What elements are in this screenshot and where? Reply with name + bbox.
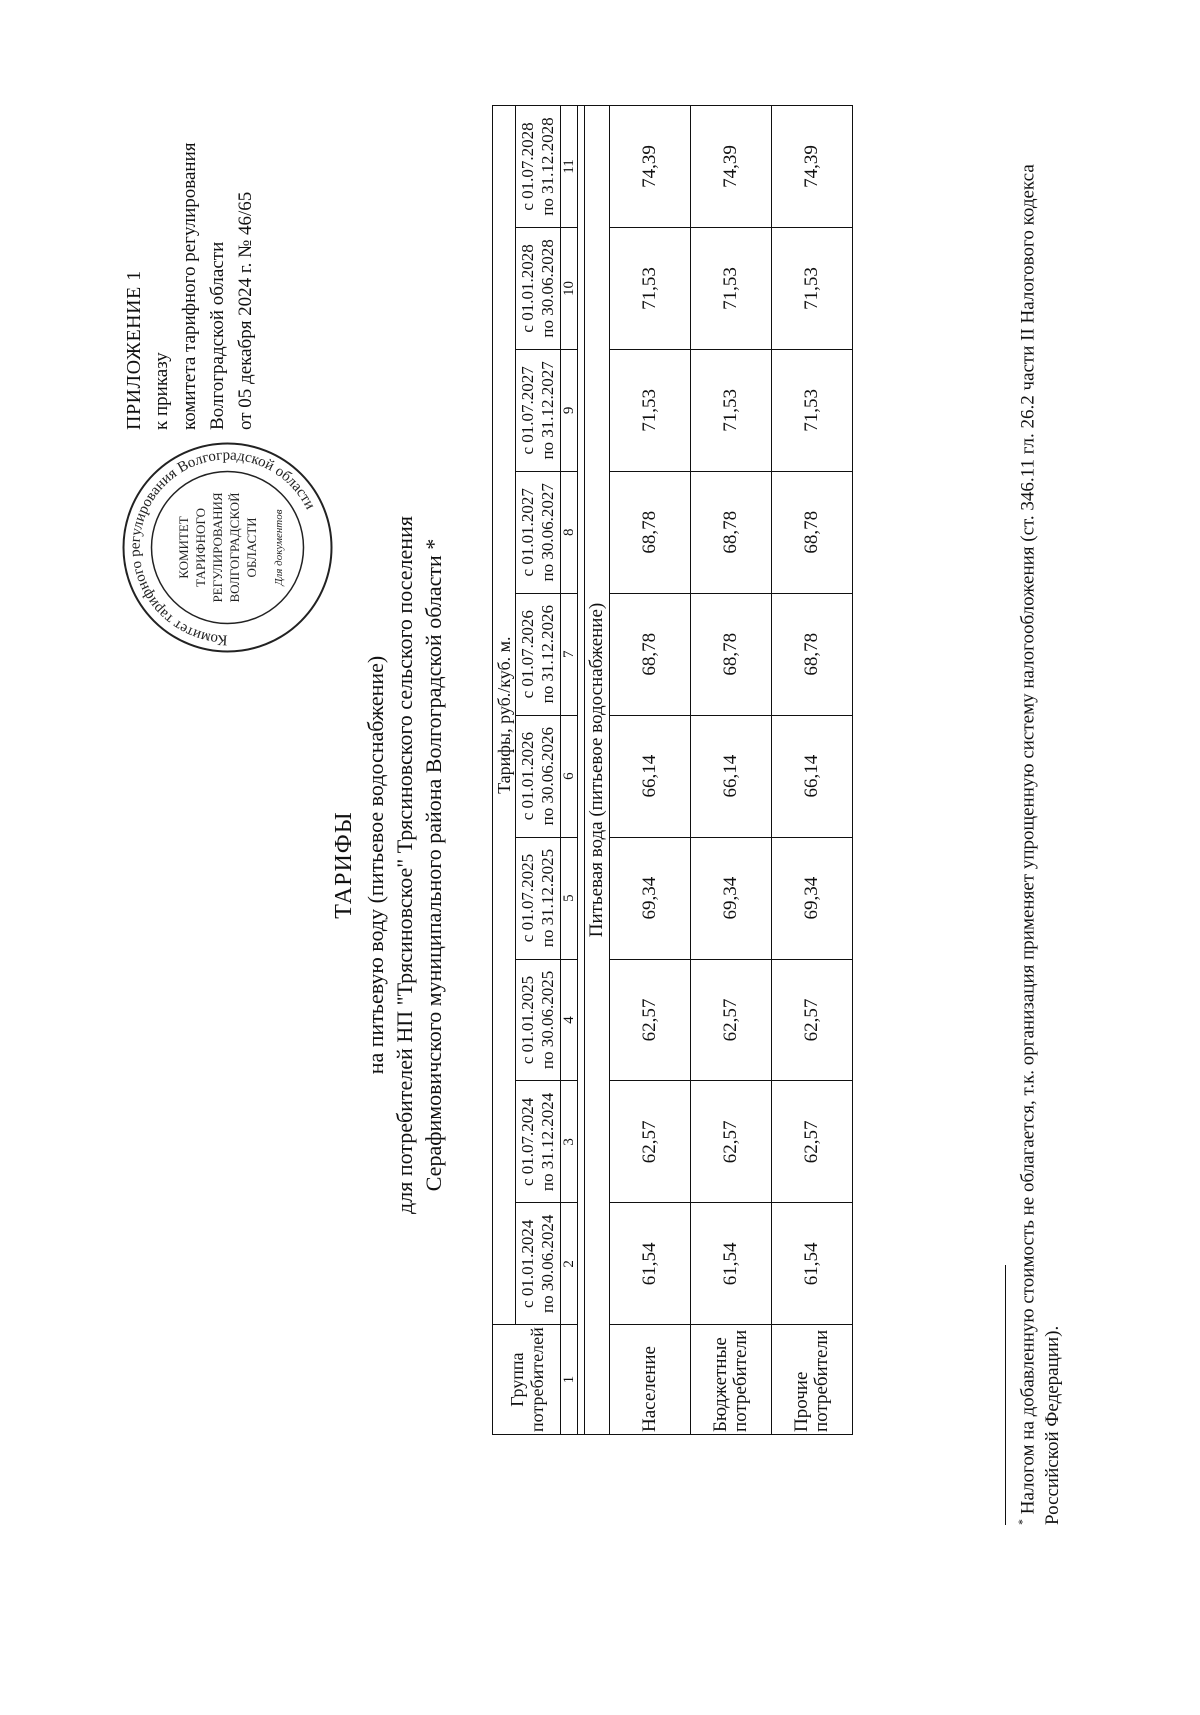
tariff-value: 74,39 <box>691 106 772 228</box>
column-number: 1 <box>561 1325 578 1435</box>
column-number: 9 <box>561 349 578 471</box>
section-row <box>585 106 610 1435</box>
tariff-value: 69,34 <box>772 837 853 959</box>
tariff-value: 62,57 <box>772 1081 853 1203</box>
column-number: 5 <box>561 837 578 959</box>
period-header <box>516 593 561 715</box>
tariff-value: 68,78 <box>772 471 853 593</box>
column-number-row <box>561 106 578 1435</box>
spacer-cell <box>578 106 585 1435</box>
tariff-value: 74,39 <box>772 106 853 228</box>
period-header <box>516 959 561 1081</box>
approval-line-1: к приказу <box>151 352 172 430</box>
period-from: с 01.01.2025 <box>518 975 537 1065</box>
period-from: с 01.07.2024 <box>518 1097 537 1187</box>
consumer-group: Бюджетные потребители <box>691 1325 772 1435</box>
column-number: 4 <box>561 959 578 1081</box>
tariff-value: 71,53 <box>691 227 772 349</box>
period-from: с 01.01.2028 <box>518 244 537 333</box>
period-header <box>516 715 561 837</box>
spacer-row <box>578 106 585 1435</box>
column-number: 11 <box>561 106 578 228</box>
period-to: по 30.06.2026 <box>538 726 557 826</box>
group-header: Группа потребителей <box>493 1325 561 1435</box>
approval-line-3: Волгоградской области <box>207 241 228 430</box>
consumer-group: Население <box>610 1325 691 1435</box>
table-row <box>610 106 691 1435</box>
tariff-value: 62,57 <box>691 1081 772 1203</box>
footnote-divider <box>1005 1265 1006 1525</box>
tariff-value: 62,57 <box>691 959 772 1081</box>
period-from: с 01.01.2027 <box>518 488 537 577</box>
tariff-table <box>492 105 853 1435</box>
seal-line-3: РЕГУЛИРОВАНИЯ <box>210 492 225 603</box>
period-to: по 30.06.2024 <box>538 1214 557 1313</box>
tariff-value: 61,54 <box>691 1203 772 1325</box>
heading-line-3: Серафимовичского муниципального района Волгоградской области * <box>421 538 446 1192</box>
tariff-value: 61,54 <box>772 1203 853 1325</box>
footnote <box>1010 105 1065 1525</box>
column-number: 6 <box>561 715 578 837</box>
tariff-value: 62,57 <box>772 959 853 1081</box>
official-seal-stamp <box>120 440 335 655</box>
consumer-group: Прочие потребители <box>772 1325 853 1435</box>
period-header <box>516 471 561 593</box>
column-number: 7 <box>561 593 578 715</box>
tariff-value: 68,78 <box>772 593 853 715</box>
footnote-marker: * <box>1015 1519 1029 1525</box>
period-from: с 01.01.2024 <box>518 1219 537 1308</box>
heading-line-1: на питьевую воду (питьевое водоснабжение) <box>363 655 388 1075</box>
tariff-value: 68,78 <box>691 593 772 715</box>
seal-graphic <box>120 440 335 655</box>
tariff-value: 68,78 <box>610 471 691 593</box>
period-to: по 30.06.2025 <box>538 970 557 1070</box>
seal-line-1: КОМИТЕТ <box>176 516 191 579</box>
period-header <box>516 837 561 959</box>
tariff-value: 66,14 <box>610 715 691 837</box>
seal-line-5: ОБЛАСТИ <box>244 517 259 578</box>
tariff-value: 71,53 <box>610 227 691 349</box>
column-number: 8 <box>561 471 578 593</box>
period-header <box>516 106 561 228</box>
footnote-text: Налогом на добавленную стоимость не облагается, т.к. организация применяет упрощенную систему налогообложения (ст. 346.11 гл. 26.2 части II Налогового кодекса Российской Федерации). <box>1017 164 1064 1525</box>
seal-line-2: ТАРИФНОГО <box>193 508 208 587</box>
approval-block <box>120 70 260 430</box>
period-from: с 01.07.2026 <box>518 610 537 699</box>
section-title: Питьевая вода (питьевое водоснабжение) <box>585 106 610 1435</box>
tariff-value: 62,57 <box>610 1081 691 1203</box>
tariff-value: 66,14 <box>691 715 772 837</box>
period-from: с 01.01.2026 <box>518 731 537 821</box>
period-header <box>516 349 561 471</box>
tariffs-header: Тарифы, руб./куб. м. <box>493 106 516 1325</box>
period-to: по 31.12.2027 <box>538 361 557 460</box>
period-header-row <box>516 106 561 1435</box>
document-heading <box>330 215 448 1515</box>
tariff-value: 71,53 <box>772 227 853 349</box>
tariff-value: 69,34 <box>610 837 691 959</box>
period-to: по 30.06.2028 <box>538 239 557 338</box>
tariff-value: 74,39 <box>610 106 691 228</box>
period-to: по 31.12.2026 <box>538 605 557 704</box>
column-number: 10 <box>561 227 578 349</box>
tariff-value: 71,53 <box>691 349 772 471</box>
tariff-value: 69,34 <box>691 837 772 959</box>
period-header <box>516 1081 561 1203</box>
tariff-value: 71,53 <box>772 349 853 471</box>
period-from: с 01.07.2028 <box>518 122 537 211</box>
column-number: 3 <box>561 1081 578 1203</box>
tariff-value: 66,14 <box>772 715 853 837</box>
period-to: по 31.12.2028 <box>538 117 557 216</box>
heading-line-2: для потребителей НП "Трясиновское" Трясиновского сельского поселения <box>392 516 417 1214</box>
approval-line-2: комитета тарифного регулирования <box>179 142 200 430</box>
tariff-value: 71,53 <box>610 349 691 471</box>
tariff-value: 62,57 <box>610 959 691 1081</box>
table-row <box>772 106 853 1435</box>
tariff-value: 61,54 <box>610 1203 691 1325</box>
appendix-title: ПРИЛОЖЕНИЕ 1 <box>123 270 145 430</box>
period-from: с 01.07.2027 <box>518 366 537 455</box>
tariff-value: 68,78 <box>610 593 691 715</box>
period-from: с 01.07.2025 <box>518 853 537 943</box>
document-title: ТАРИФЫ <box>331 811 357 919</box>
period-to: по 31.12.2024 <box>538 1092 557 1192</box>
period-header <box>516 1203 561 1325</box>
tariff-value: 68,78 <box>691 471 772 593</box>
seal-line-4: ВОЛГОГРАДСКОЙ <box>227 492 242 603</box>
column-number: 2 <box>561 1203 578 1325</box>
seal-bottom-text: Для документов <box>273 509 285 586</box>
seal-ring-text: Комитет тарифного регулирования Волгоградской области <box>127 447 318 648</box>
period-to: по 30.06.2027 <box>538 483 557 582</box>
period-to: по 31.12.2025 <box>538 848 557 948</box>
approval-line-4: от 05 декабря 2024 г. № 46/65 <box>235 191 256 430</box>
period-header <box>516 227 561 349</box>
table-row <box>691 106 772 1435</box>
